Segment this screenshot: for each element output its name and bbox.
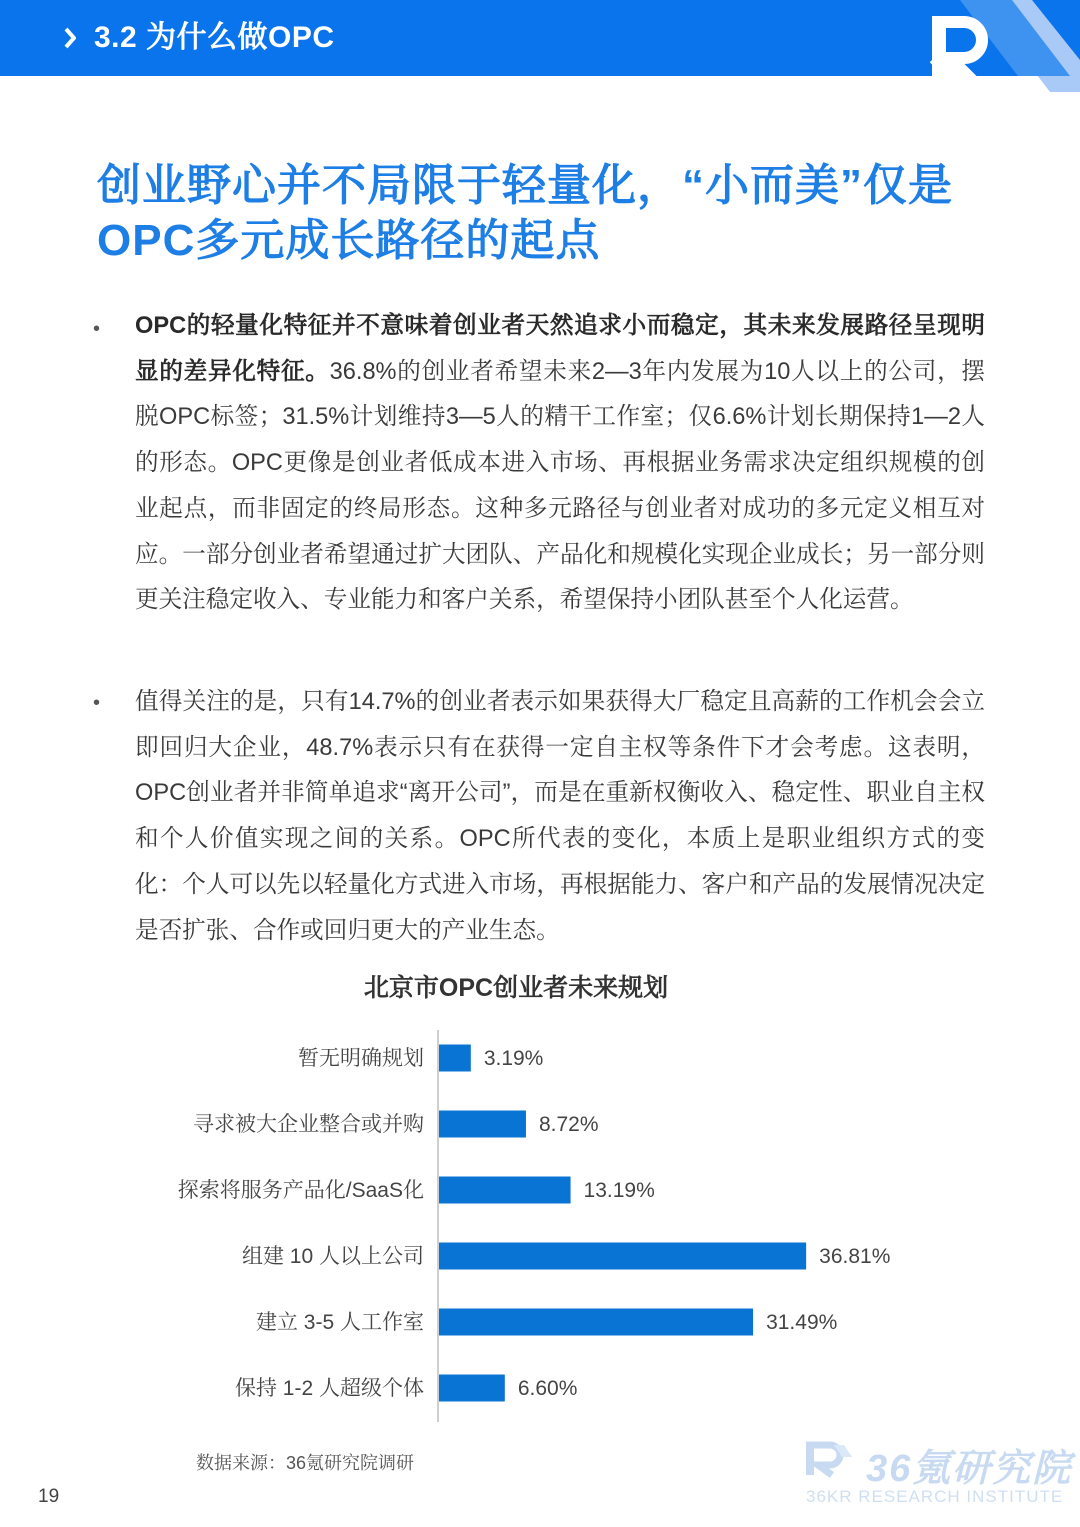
- bullet-marker: •: [93, 692, 101, 714]
- data-label: 31.49%: [766, 1311, 838, 1334]
- bullet-marker: •: [93, 318, 101, 340]
- bar: [439, 1243, 806, 1270]
- bar: [439, 1045, 471, 1072]
- bar: [439, 1111, 526, 1138]
- data-label: 8.72%: [538, 1113, 599, 1136]
- paragraph-1-body: 36.8%的创业者希望未来2—3年内发展为10人以上的公司，摆脱OPC标签；31.5%计划维持3—5人的精干工作室；仅6.6%计划长期保持1—2人的形态。OPC更像是创业者低成本进入市场、再根据业务需求决定组织规模的创业起点，而非固定的终局形态。这种多元路径与创业者对成功的多元定义相互对应。一部分创业者希望通过扩大团队、产品化和规模化实现企业成长；另一部分则更关注稳定收入、专业能力和客户关系，希望保持小团队甚至个人化运营。: [135, 358, 986, 614]
- headline-line-1: 创业野心并不局限于轻量化，“小而美”仅是: [97, 161, 953, 210]
- data-label: 36.81%: [819, 1245, 891, 1268]
- bar: [439, 1177, 571, 1204]
- watermark-cn: 36氪研究院: [866, 1448, 1073, 1490]
- chevron-right-icon: [64, 27, 76, 49]
- bar: [439, 1375, 505, 1402]
- category-label: 寻求被大企业整合或并购: [193, 1113, 424, 1136]
- data-source: 数据来源：36氪研究院调研: [196, 1453, 415, 1473]
- category-label: 暂无明确规划: [298, 1047, 424, 1070]
- watermark-en: 36KR RESEARCH INSTITUTE: [806, 1487, 1064, 1506]
- watermark-logo-icon: [804, 1441, 854, 1479]
- watermark: [800, 1437, 1073, 1517]
- data-label: 6.60%: [517, 1377, 578, 1400]
- page-number: 19: [38, 1486, 60, 1507]
- chart-title: 北京市OPC创业者未来规划: [363, 974, 669, 1002]
- category-label: 保持 1-2 人超级个体: [234, 1377, 424, 1400]
- data-label: 3.19%: [483, 1047, 544, 1070]
- category-label: 组建 10 人以上公司: [241, 1245, 424, 1268]
- category-label: 建立 3-5 人工作室: [255, 1311, 424, 1334]
- brand-logo-icon: [920, 0, 1080, 92]
- bar: [439, 1309, 753, 1336]
- paragraph-2-body: 值得关注的是，只有14.7%的创业者表示如果获得大厂稳定且高薪的工作机会会立即回归大企业，48.7%表示只有在获得一定自主权等条件下才会考虑。这表明，OPC创业者并非简单追求“离开公司”，而是在重新权衡收入、稳定性、职业自主权和个人价值实现之间的关系。OPC所代表的变化，本质上是职业组织方式的变化：个人可以先以轻量化方式进入市场，再根据能力、客户和产品的发展情况决定是否扩张、合作或回归更大的产业生态。: [135, 689, 985, 944]
- paragraph-1: [135, 304, 985, 624]
- category-label: 探索将服务产品化/SaaS化: [177, 1179, 424, 1202]
- bar-chart: [0, 1010, 1080, 1430]
- paragraph-1-lead: OPC的轻量化特征并不意味着创业者天然追求小而稳定，其未来发展路径呈现明显的差异化特征。: [135, 313, 985, 385]
- section-title: 3.2 为什么做OPC: [94, 21, 335, 54]
- page-headline: [97, 158, 997, 268]
- headline-line-2: OPC多元成长路径的起点: [97, 216, 601, 265]
- paragraph-2: [135, 680, 985, 954]
- data-label: 13.19%: [583, 1179, 655, 1202]
